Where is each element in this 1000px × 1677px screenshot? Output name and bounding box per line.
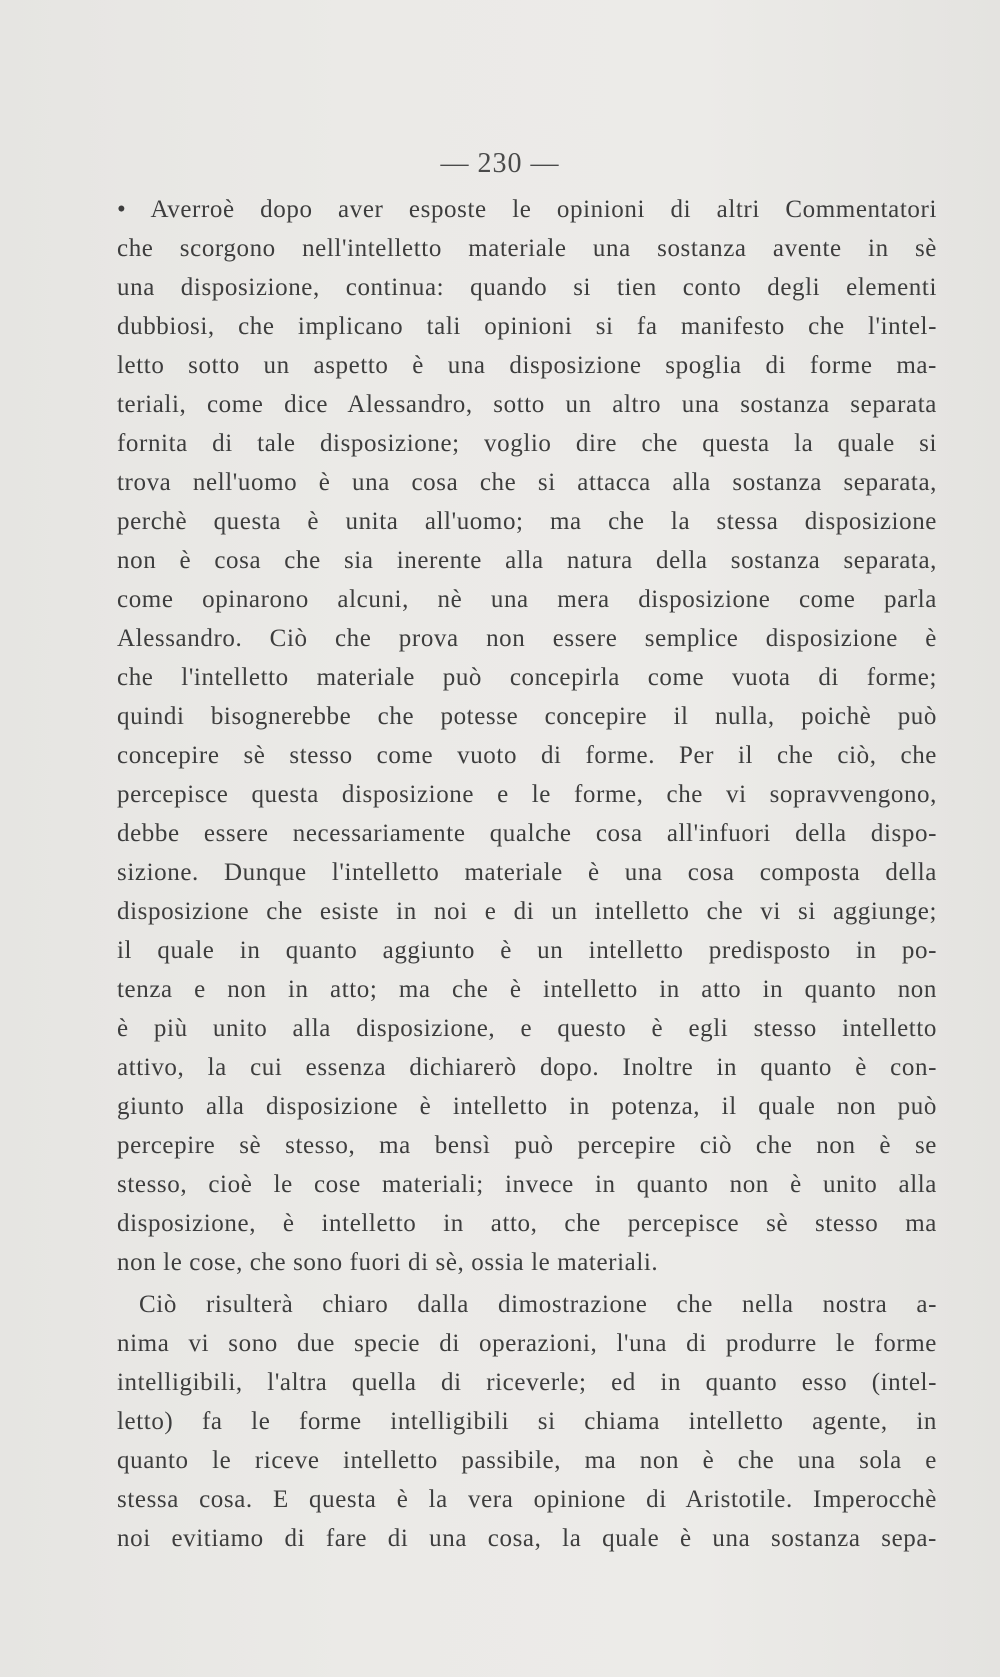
text-line: debbe essere necessariamente qualche cosa all'infuori della dispo- xyxy=(117,820,937,847)
text-line: letto sotto un aspetto è una disposizione spoglia di forme ma- xyxy=(117,352,937,379)
text-line: • Averroè dopo aver esposte le opinioni di altri Commentatori xyxy=(117,196,937,223)
text-line: tenza e non in atto; ma che è intelletto in atto in quanto non xyxy=(117,976,937,1003)
text-line: stesso, cioè le cose materiali; invece in quanto non è unito alla xyxy=(117,1171,937,1198)
text-line: attivo, la cui essenza dichiarerò dopo. Inoltre in quanto è con- xyxy=(117,1054,937,1081)
text-line: Ciò risulterà chiaro dalla dimostrazione che nella nostra a- xyxy=(139,1291,937,1318)
text-line: è più unito alla disposizione, e questo è egli stesso intelletto xyxy=(117,1015,937,1042)
text-line: letto) fa le forme intelligibili si chiama intelletto agente, in xyxy=(117,1408,937,1435)
text-line: quanto le riceve intelletto passibile, ma non è che una sola e xyxy=(117,1447,937,1474)
text-line: sizione. Dunque l'intelletto materiale è una cosa composta della xyxy=(117,859,937,886)
text-line: percepisce questa disposizione e le forme, che vi sopravvengono, xyxy=(117,781,937,808)
text-line: trova nell'uomo è una cosa che si attacca alla sostanza separata, xyxy=(117,469,937,496)
text-line: noi evitiamo di fare di una cosa, la quale è una sostanza sepa- xyxy=(117,1525,937,1552)
text-line: disposizione, è intelletto in atto, che percepisce sè stesso ma xyxy=(117,1210,937,1237)
text-line: giunto alla disposizione è intelletto in potenza, il quale non può xyxy=(117,1093,937,1120)
text-line: stessa cosa. E questa è la vera opinione di Aristotile. Imperocchè xyxy=(117,1486,937,1513)
text-line: quindi bisognerebbe che potesse concepire il nulla, poichè può xyxy=(117,703,937,730)
text-line: non è cosa che sia inerente alla natura della sostanza separata, xyxy=(117,547,937,574)
text-line: Alessandro. Ciò che prova non essere semplice disposizione è xyxy=(117,625,937,652)
text-line: intelligibili, l'altra quella di riceverle; ed in quanto esso (intel- xyxy=(117,1369,937,1396)
text-line: una disposizione, continua: quando si tien conto degli elementi xyxy=(117,274,937,301)
text-line: che l'intelletto materiale può concepirla come vuota di forme; xyxy=(117,664,937,691)
text-line: non le cose, che sono fuori di sè, ossia le materiali. xyxy=(117,1249,659,1276)
text-line: come opinarono alcuni, nè una mera disposizione come parla xyxy=(117,586,937,613)
text-line: perchè questa è unita all'uomo; ma che la stessa disposizione xyxy=(117,508,937,535)
text-line: nima vi sono due specie di operazioni, l'una di produrre le forme xyxy=(117,1330,937,1357)
page-number: — 230 — xyxy=(440,148,560,179)
text-line: concepire sè stesso come vuoto di forme. Per il che ciò, che xyxy=(117,742,937,769)
text-line: disposizione che esiste in noi e di un intelletto che vi si aggiunge; xyxy=(117,898,937,925)
text-line: fornita di tale disposizione; voglio dire che questa la quale si xyxy=(117,430,937,457)
text-line: teriali, come dice Alessandro, sotto un altro una sostanza separata xyxy=(117,391,937,418)
text-line: dubbiosi, che implicano tali opinioni si fa manifesto che l'intel- xyxy=(117,313,937,340)
text-line: che scorgono nell'intelletto materiale una sostanza avente in sè xyxy=(117,235,937,262)
text-line: il quale in quanto aggiunto è un intelletto predisposto in po- xyxy=(117,937,937,964)
text-line: percepire sè stesso, ma bensì può percepire ciò che non è se xyxy=(117,1132,937,1159)
